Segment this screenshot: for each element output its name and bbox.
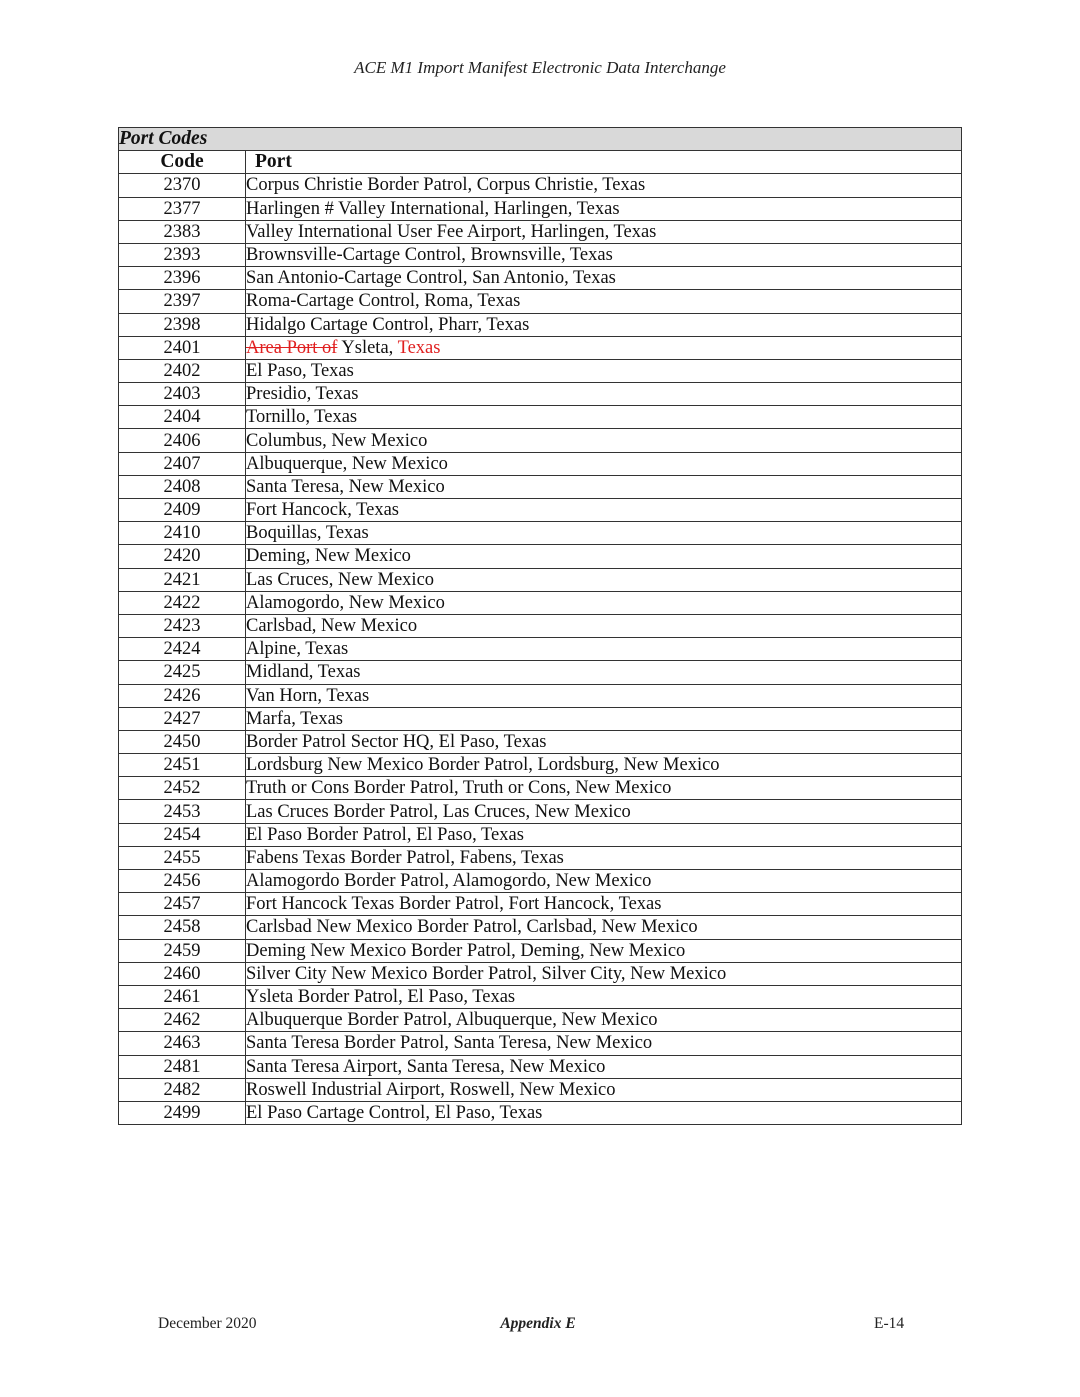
table-row: [119, 870, 962, 893]
port-code-cell: 2422: [119, 591, 246, 614]
port-code-cell: 2453: [119, 800, 246, 823]
port-code-cell: 2460: [119, 962, 246, 985]
port-name-cell: Presidio, Texas: [246, 383, 962, 406]
footer-section: Appendix E: [500, 1315, 576, 1332]
port-name-cell: San Antonio-Cartage Control, San Antonio, Texas: [246, 267, 962, 290]
table-row: [119, 985, 962, 1008]
table-row: [119, 522, 962, 545]
port-code-cell: 2456: [119, 870, 246, 893]
table-row: [119, 243, 962, 266]
port-name-cell: El Paso Cartage Control, El Paso, Texas: [246, 1101, 962, 1124]
port-name-cell: Truth or Cons Border Patrol, Truth or Cons, New Mexico: [246, 777, 962, 800]
port-code-cell: 2403: [119, 383, 246, 406]
table-row: [119, 684, 962, 707]
table-row: [119, 823, 962, 846]
table-row: [119, 1078, 962, 1101]
table-row: [119, 591, 962, 614]
table-header-row: [119, 151, 962, 174]
port-code-cell: 2397: [119, 290, 246, 313]
port-code-cell: 2410: [119, 522, 246, 545]
table-row: [119, 313, 962, 336]
column-header-port: Port: [246, 151, 962, 174]
port-name-cell: Las Cruces, New Mexico: [246, 568, 962, 591]
port-name-cell: Las Cruces Border Patrol, Las Cruces, New Mexico: [246, 800, 962, 823]
table-row: [119, 359, 962, 382]
table-row: [119, 730, 962, 753]
port-code-cell: 2450: [119, 730, 246, 753]
port-code-cell: 2370: [119, 174, 246, 197]
port-code-cell: 2463: [119, 1032, 246, 1055]
port-code-cell: 2462: [119, 1009, 246, 1032]
port-name-cell: Van Horn, Texas: [246, 684, 962, 707]
table-row: [119, 1032, 962, 1055]
table-row: [119, 475, 962, 498]
table-title: Port Codes: [119, 128, 962, 151]
port-code-cell: 2423: [119, 614, 246, 637]
port-code-cell: 2425: [119, 661, 246, 684]
port-name-cell: Santa Teresa Airport, Santa Teresa, New Mexico: [246, 1055, 962, 1078]
port-code-cell: 2409: [119, 499, 246, 522]
table-row: [119, 499, 962, 522]
port-name-cell: Silver City New Mexico Border Patrol, Silver City, New Mexico: [246, 962, 962, 985]
table-row: [119, 893, 962, 916]
port-codes-table: [118, 127, 962, 1125]
port-text: Ysleta,: [337, 337, 398, 358]
footer-date: December 2020: [158, 1315, 257, 1332]
port-name-cell: Corpus Christie Border Patrol, Corpus Christie, Texas: [246, 174, 962, 197]
port-name-cell: Carlsbad, New Mexico: [246, 614, 962, 637]
port-code-cell: 2404: [119, 406, 246, 429]
port-code-cell: 2398: [119, 313, 246, 336]
port-name-cell: El Paso, Texas: [246, 359, 962, 382]
port-name-cell: Roswell Industrial Airport, Roswell, New Mexico: [246, 1078, 962, 1101]
port-name-cell: Ysleta Border Patrol, El Paso, Texas: [246, 985, 962, 1008]
document-header: ACE M1 Import Manifest Electronic Data Interchange: [354, 58, 726, 77]
port-name-cell: Fort Hancock Texas Border Patrol, Fort Hancock, Texas: [246, 893, 962, 916]
port-name-cell: Deming, New Mexico: [246, 545, 962, 568]
port-name-cell: Roma-Cartage Control, Roma, Texas: [246, 290, 962, 313]
port-code-cell: 2401: [119, 336, 246, 359]
port-code-cell: 2421: [119, 568, 246, 591]
table-row: [119, 800, 962, 823]
port-name-cell: Albuquerque, New Mexico: [246, 452, 962, 475]
table-row: [119, 290, 962, 313]
table-row: [119, 1055, 962, 1078]
table-row: [119, 452, 962, 475]
port-name-cell: Columbus, New Mexico: [246, 429, 962, 452]
port-code-cell: 2396: [119, 267, 246, 290]
table-row: [119, 1009, 962, 1032]
port-code-cell: 2393: [119, 243, 246, 266]
port-name-cell: Deming New Mexico Border Patrol, Deming, New Mexico: [246, 939, 962, 962]
port-name-cell: Hidalgo Cartage Control, Pharr, Texas: [246, 313, 962, 336]
port-code-cell: 2407: [119, 452, 246, 475]
table-row: [119, 707, 962, 730]
table-row: [119, 754, 962, 777]
port-code-cell: 2454: [119, 823, 246, 846]
port-code-cell: 2406: [119, 429, 246, 452]
port-name-cell: Fort Hancock, Texas: [246, 499, 962, 522]
table-row: [119, 220, 962, 243]
port-name-cell: Lordsburg New Mexico Border Patrol, Lordsburg, New Mexico: [246, 754, 962, 777]
port-code-cell: 2458: [119, 916, 246, 939]
port-code-cell: 2402: [119, 359, 246, 382]
table-row: [119, 916, 962, 939]
table-row: [119, 661, 962, 684]
port-name-cell: Border Patrol Sector HQ, El Paso, Texas: [246, 730, 962, 753]
table-row: [119, 545, 962, 568]
port-name-cell: [246, 336, 962, 359]
table-row: [119, 429, 962, 452]
port-name-cell: Harlingen # Valley International, Harlingen, Texas: [246, 197, 962, 220]
table-row: [119, 846, 962, 869]
port-code-cell: 2424: [119, 638, 246, 661]
port-code-cell: 2377: [119, 197, 246, 220]
table-row: [119, 197, 962, 220]
port-name-cell: Santa Teresa Border Patrol, Santa Teresa, New Mexico: [246, 1032, 962, 1055]
port-code-cell: 2426: [119, 684, 246, 707]
port-name-cell: Albuquerque Border Patrol, Albuquerque, New Mexico: [246, 1009, 962, 1032]
port-code-cell: 2420: [119, 545, 246, 568]
table-title-row: [119, 128, 962, 151]
port-name-cell: Fabens Texas Border Patrol, Fabens, Texas: [246, 846, 962, 869]
port-name-cell: Alamogordo Border Patrol, Alamogordo, New Mexico: [246, 870, 962, 893]
port-name-cell: Brownsville-Cartage Control, Brownsville, Texas: [246, 243, 962, 266]
port-code-cell: 2461: [119, 985, 246, 1008]
port-code-cell: 2459: [119, 939, 246, 962]
table-row: [119, 267, 962, 290]
deleted-text: Area Port of: [246, 337, 338, 358]
table-row: [119, 568, 962, 591]
port-code-cell: 2408: [119, 475, 246, 498]
port-name-cell: Santa Teresa, New Mexico: [246, 475, 962, 498]
table-row: [119, 638, 962, 661]
port-name-cell: Boquillas, Texas: [246, 522, 962, 545]
table-row: [119, 777, 962, 800]
table-row: [119, 336, 962, 359]
port-name-cell: El Paso Border Patrol, El Paso, Texas: [246, 823, 962, 846]
port-code-cell: 2457: [119, 893, 246, 916]
port-code-cell: 2452: [119, 777, 246, 800]
column-header-code: Code: [119, 151, 246, 174]
port-code-cell: 2427: [119, 707, 246, 730]
port-name-cell: Tornillo, Texas: [246, 406, 962, 429]
port-name-cell: Alpine, Texas: [246, 638, 962, 661]
port-code-cell: 2451: [119, 754, 246, 777]
table-row: [119, 1101, 962, 1124]
port-name-cell: Valley International User Fee Airport, Harlingen, Texas: [246, 220, 962, 243]
table-row: [119, 174, 962, 197]
table-row: [119, 939, 962, 962]
table-row: [119, 614, 962, 637]
port-name-cell: Carlsbad New Mexico Border Patrol, Carlsbad, New Mexico: [246, 916, 962, 939]
port-code-cell: 2499: [119, 1101, 246, 1124]
inserted-text: Texas: [397, 337, 441, 358]
port-name-cell: Marfa, Texas: [246, 707, 962, 730]
port-name-cell: Midland, Texas: [246, 661, 962, 684]
table-row: [119, 383, 962, 406]
port-code-cell: 2383: [119, 220, 246, 243]
table-row: [119, 962, 962, 985]
port-name-cell: Alamogordo, New Mexico: [246, 591, 962, 614]
footer-page-number: E-14: [874, 1315, 905, 1332]
port-code-cell: 2481: [119, 1055, 246, 1078]
port-code-cell: 2482: [119, 1078, 246, 1101]
table-row: [119, 406, 962, 429]
port-code-cell: 2455: [119, 846, 246, 869]
